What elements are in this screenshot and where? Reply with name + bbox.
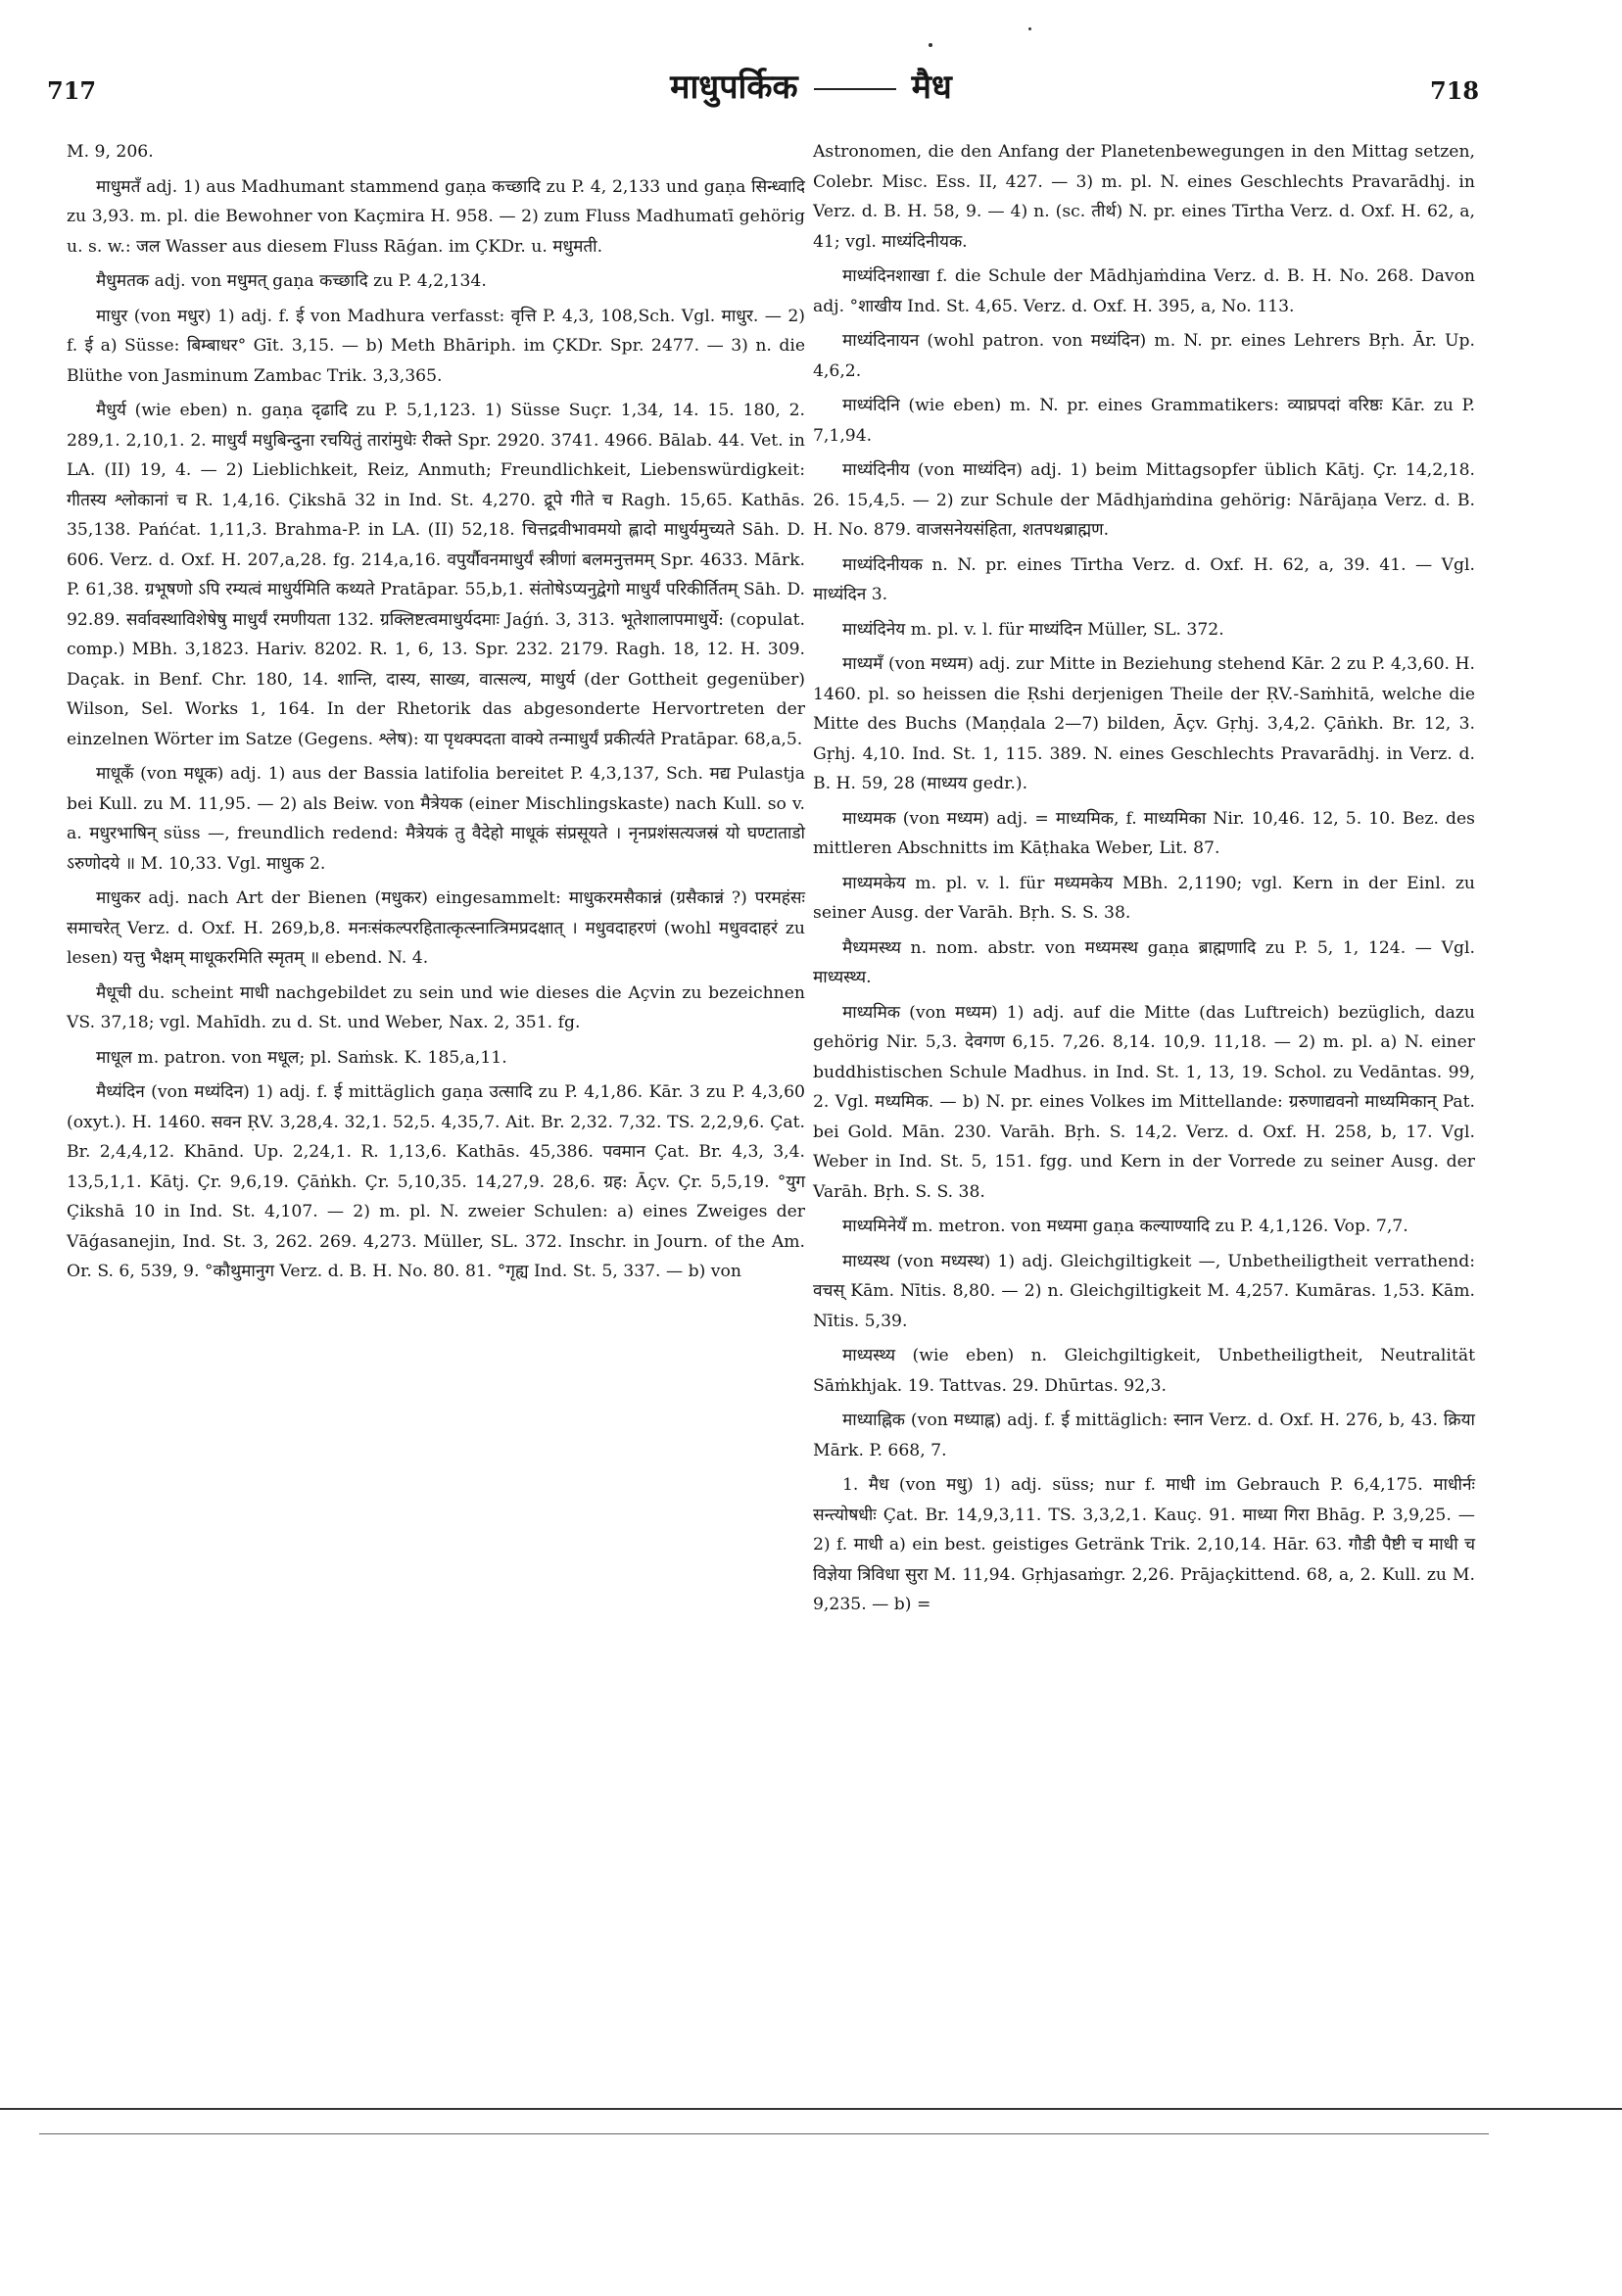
- dictionary-entry: मैधुमतक adj. von मधुमत् gaṇa कच्छादि zu P. 4,2,134.: [96, 271, 487, 291]
- running-header: [0, 63, 1622, 108]
- dictionary-entry: माध्यंदिनि (wie eben) m. N. pr. eines Grammatikers: व्याघ्रपदां वरिष्ठः Kār. zu P. 7,1,94.: [813, 396, 1475, 446]
- page-number-left: 717: [47, 76, 97, 105]
- page-number-right: 718: [1430, 76, 1480, 105]
- dictionary-entry: माध्यस्थ (von मध्यस्थ) 1) adj. Gleichgiltigkeit —, Unbetheiligtheit verrathend: वचस् Kām. Nītis. 8,80. — 2) n. Gleichgiltigkeit M. 4,257. Kumāras. 1,53. Kām. Nītis. 5,39.: [813, 1251, 1475, 1331]
- left-column: [67, 137, 805, 1292]
- ink-speck: [1028, 27, 1031, 30]
- dictionary-entry: माध्यमिनेयँ m. metron. von मध्यमा gaṇa कल्याण्यादि zu P. 4,1,126. Vop. 7,7.: [842, 1217, 1408, 1236]
- dictionary-entry: माधुकर adj. nach Art der Bienen (मधुकर) eingesammelt: माधुकरमसैकान्नं (ग्रसैकान्नं ?) परमहंसः समाचरेत् Verz. d. Oxf. H. 269,b,8. मनःसंकल्परहितात्कृत्स्नात्त्रिमप्रदक्षात् । मधुवदाहरणं (wohl मधुवदाहरं zu lesen) यत्तु भैक्षम् माधूकरमिति स्मृतम् ॥ ebend. N. 4.: [67, 888, 805, 968]
- header-last-word: मैध: [911, 68, 952, 107]
- dictionary-entry: मैध्यंदिन (von मध्यंदिन) 1) adj. f. ई mittäglich gaṇa उत्सादि zu P. 4,1,86. Kār. 3 zu P. 4,3,60 (oxyt.). H. 1460. सवन ṚV. 3,28,4. 32,1. 52,5. 4,35,7. Ait. Br. 2,32. 7,32. TS. 2,2,9,6. Çat. Br. 2,4,4,12. Khānd. Up. 2,24,1. R. 1,13,6. Kathās. 45,386. पवमान Çat. Br. 4,3, 3,4. 13,5,1,1. Kātj. Çr. 9,6,19. Çāṅkh. Çr. 5,10,35. 14,27,9. 28,6. ग्रह: Āçv. Çr. 5,5,19. °युग Çikshā 10 in Ind. St. 4,107. — 2) m. pl. N. zweier Schulen: a) eines Zweiges der Vāǵasanejin, Ind. St. 3, 262. 269. 4,273. Müller, SL. 372. Inschr. in Journ. of the Am. Or. S. 6, 539, 9. °कौथुमानुग Verz. d. B. H. No. 80. 81. °गृह्य Ind. St. 5, 337. — b) von: [67, 1082, 805, 1281]
- dictionary-entry: माध्यमिक (von मध्यम) 1) adj. auf die Mitte (das Luftreich) bezüglich, dazu gehörig Nir. 5,3. देवगण 6,15. 7,26. 8,14. 10,9. 11,18. — 2) m. pl. a) N. einer buddhistischen Schule Madhus. in Ind. St. 1, 13, 19. Schol. zu Vedāntas. 99, 2. Vgl. मध्यमिक. — b) N. pr. eines Volkes im Mittellande: ग्ररुणाद्यवनो माध्यमिकान् Pat. bei Gold. Mān. 230. Varāh. Bṛh. S. 14,2. Verz. d. Oxf. H. 258, b, 17. Vgl. Weber in Ind. St. 5, 151. fgg. und Kern in der Vorrede zu seiner Ausg. der Varāh. Bṛh. S. S. 38.: [813, 1002, 1475, 1202]
- dictionary-entry: माध्यंदिनायन (wohl patron. von मध्यंदिन) m. N. pr. eines Lehrers Bṛh. Ār. Up. 4,6,2.: [813, 331, 1475, 381]
- entry-continuation: M. 9, 206.: [67, 142, 154, 162]
- dictionary-entry: माधुमतँ adj. 1) aus Madhumant stammend gaṇa कच्छादि zu P. 4, 2,133 und gaṇa सिन्ध्वादि zu 3,93. m. pl. die Bewohner von Kaçmira H. 958. — 2) zum Fluss Madhumatī gehörig u. s. w.: जल Wasser aus diesem Fluss Rāǵan. im ÇKDr. u. मधुमती.: [67, 176, 805, 257]
- dictionary-entry: माध्यमँ (von मध्यम) adj. zur Mitte in Beziehung stehend Kār. 2 zu P. 4,3,60. H. 1460. pl. so heissen die Ṛshi derjenigen Theile der ṚV.-Saṁhitā, welche die Mitte des Buchs (Maṇḍala 2—7) bilden, Āçv. Gṛhj. 3,4,2. Çāṅkh. Br. 12, 3. Gṛhj. 4,10. Ind. St. 1, 115. 389. N. eines Geschlechts Pravarādhj. in Verz. d. B. H. 59, 28 (माध्यय gedr.).: [813, 654, 1475, 793]
- dictionary-entry: 1. मैध (von मधु) 1) adj. süss; nur f. माधी im Gebrauch P. 6,4,175. माधीर्नः सन्त्योषधीः Çat. Br. 14,9,3,11. TS. 3,3,2,1. Kauç. 91. माध्या गिरा Bhāg. P. 3,9,25. — 2) f. माधी a) ein best. geistiges Getränk Trik. 2,10,14. Hār. 63. गौडी पैष्टी च माधी च विज्ञेया त्रिविधा सुरा M. 11,94. Gṛhjasaṁgr. 2,26. Prājaçkittend. 68, a, 2. Kull. zu M. 9,235. — b) =: [813, 1475, 1475, 1614]
- dictionary-entry: माध्यंदिनशाखा f. die Schule der Mādhjaṁdina Verz. d. B. H. No. 268. Davon adj. °शाखीय Ind. St. 4,65. Verz. d. Oxf. H. 395, a, No. 113.: [813, 266, 1475, 316]
- dictionary-entry: माध्यस्थ्य (wie eben) n. Gleichgiltigkeit, Unbetheiligtheit, Neutralität Sāṁkhjak. 19. Tattvas. 29. Dhūrtas. 92,3.: [813, 1346, 1475, 1396]
- page-bottom-rule-secondary: [39, 2133, 1489, 2134]
- dictionary-entry: मैधुर्य (wie eben) n. gaṇa दृढादि zu P. 5,1,123. 1) Süsse Suçr. 1,34, 14. 15. 180, 2. 289,1. 2,10,1. 2. माधुर्यं मधुबिन्दुना रचयितुं तारांमुधेः रीक्ते Spr. 2920. 3741. 4966. Bālab. 44. Vet. in LA. (II) 19, 4. — 2) Lieblichkeit, Reiz, Anmuth; Freundlichkeit, Liebenswürdigkeit: गीतस्य श्लोकानां च R. 1,4,16. Çikshā 32 in Ind. St. 4,270. द्रूपे गीते च Ragh. 15,65. Kathās. 35,138. Pańćat. 1,11,3. Brahma-P. in LA. (II) 52,18. चित्तद्रवीभावमयो ह्लादो माधुर्यमुच्यते Sāh. D. 606. Verz. d. Oxf. H. 207,a,28. fg. 214,a,16. वपुर्यौवनमाधुर्यं स्त्रीणां बलमनुत्तमम् Spr. 4633. Mārk. P. 61,38. ग्रभूषणो ऽपि रम्यत्वं माधुर्यमिति कथ्यते Pratāpar. 55,b,1. संतोषेऽप्यनुद्वेगो माधुर्यं परिकीर्तितम् Sāh. D. 92.89. सर्वावस्थाविशेषेषु माधुर्यं रमणीयता 132. ग्रक्लिष्टत्वमाधुर्यदमाः Jaǵń. 3, 313. भूतेशालापमाधुर्ये: (copulat. comp.) MBh. 3,1823. Hariv. 8202. R. 1, 6, 13. Spr. 232. 2179. Ragh. 18, 12. H. 309. Daçak. in Benf. Chr. 180, 14. शान्ति, दास्य, साख्य, वात्सल्य, माधुर्य (der Gottheit gegenüber) Wilson, Sel. Works 1, 164. In der Rhetorik das abgesonderte Hervortreten der einzelnen Wörter im Satze (Gegens. श्लेष): या पृथक्पदता वाक्ये तन्माधुर्यं प्रकीर्त्यते Pratāpar. 68,a,5.: [67, 401, 805, 749]
- dictionary-entry: माध्यंदिनीय (von माध्यंदिन) adj. 1) beim Mittagsopfer üblich Kātj. Çr. 14,2,18. 26. 15,4,5. — 2) zur Schule der Mādhjaṁdina gehörig: Nārājaṇa Verz. d. B. H. No. 879. वाजसनेयसंहिता, शतपथब्राह्मण.: [813, 460, 1475, 540]
- entry-continuation: Astronomen, die den Anfang der Planetenbewegungen in den Mittag setzen, Colebr. Misc. Ess. II, 427. — 3) m. pl. N. eines Geschlechts Pravarādhj. in Verz. d. B. H. 58, 9. — 4) n. (sc. तीर्थ) N. pr. eines Tīrtha Verz. d. Oxf. H. 62, a, 41; vgl. माध्यंदिनीयक.: [813, 142, 1475, 252]
- dictionary-entry: माधूल m. patron. von मधूल; pl. Saṁsk. K. 185,a,11.: [96, 1047, 507, 1068]
- header-dash: [814, 88, 896, 90]
- dictionary-entry: माधूकँ (von मधूक) adj. 1) aus der Bassia latifolia bereitet P. 4,3,137, Sch. मद्य Pulastja bei Kull. zu M. 11,95. — 2) als Beiw. von मैत्रेयक (einer Mischlingskaste) nach Kull. so v. a. मधुरभाषिन् süss —, freundlich redend: मैत्रेयकं तु वैदेहो माधूकं संप्रसूयते । नृनप्रशंसत्यजस्रं यो घण्टाताडो ऽरुणोदये ॥ M. 10,33. Vgl. माधुक 2.: [67, 764, 805, 874]
- dictionary-entry: माध्यंदिनीयक n. N. pr. eines Tīrtha Verz. d. Oxf. H. 62, a, 39. 41. — Vgl. माध्यंदिन 3.: [813, 554, 1475, 604]
- ink-speck: [929, 43, 932, 47]
- header-first-word: माधुपर्किक: [670, 68, 798, 107]
- dictionary-entry: माध्याह्निक (von मध्याह्न) adj. f. ई mittäglich: स्नान Verz. d. Oxf. H. 276, b, 43. क्रिया Mārk. P. 668, 7.: [813, 1411, 1475, 1460]
- dictionary-entry: माध्यमक (von मध्यम) adj. = माध्यमिक, f. माध्यमिका Nir. 10,46. 12, 5. 10. Bez. des mittleren Abschnitts im Kāṭhaka Weber, Lit. 87.: [813, 808, 1475, 858]
- dictionary-entry: माध्यंदिनेय m. pl. v. l. für माध्यंदिन Müller, SL. 372.: [842, 619, 1224, 640]
- dictionary-entry: मैधूची du. scheint माधी nachgebildet zu sein und wie dieses die Açvin zu bezeichnen VS. 37,18; vgl. Mahīdh. zu d. St. und Weber, Nax. 2, 351. fg.: [67, 982, 805, 1032]
- dictionary-entry: मैध्यमस्थ्य n. nom. abstr. von मध्यमस्थ gaṇa ब्राह्मणादि zu P. 5, 1, 124. — Vgl. माध्यस्थ्य.: [813, 937, 1475, 987]
- dictionary-entry: माधुर (von मधुर) 1) adj. f. ई von Madhura verfasst: वृत्ति P. 4,3, 108,Sch. Vgl. माधुर. — 2) f. ई a) Süsse: बिम्बाधर° Gīt. 3,15. — b) Meth Bhāriph. im ÇKDr. Spr. 2477. — 3) n. die Blüthe von Jasminum Zambac Trik. 3,3,365.: [67, 306, 805, 386]
- right-column: [813, 137, 1475, 1625]
- page-bottom-rule: [0, 2108, 1622, 2110]
- dictionary-entry: माध्यमकेय m. pl. v. l. für मध्यमकेय MBh. 2,1190; vgl. Kern in der Einl. zu seiner Ausg. der Varāh. Bṛh. S. S. 38.: [813, 873, 1475, 923]
